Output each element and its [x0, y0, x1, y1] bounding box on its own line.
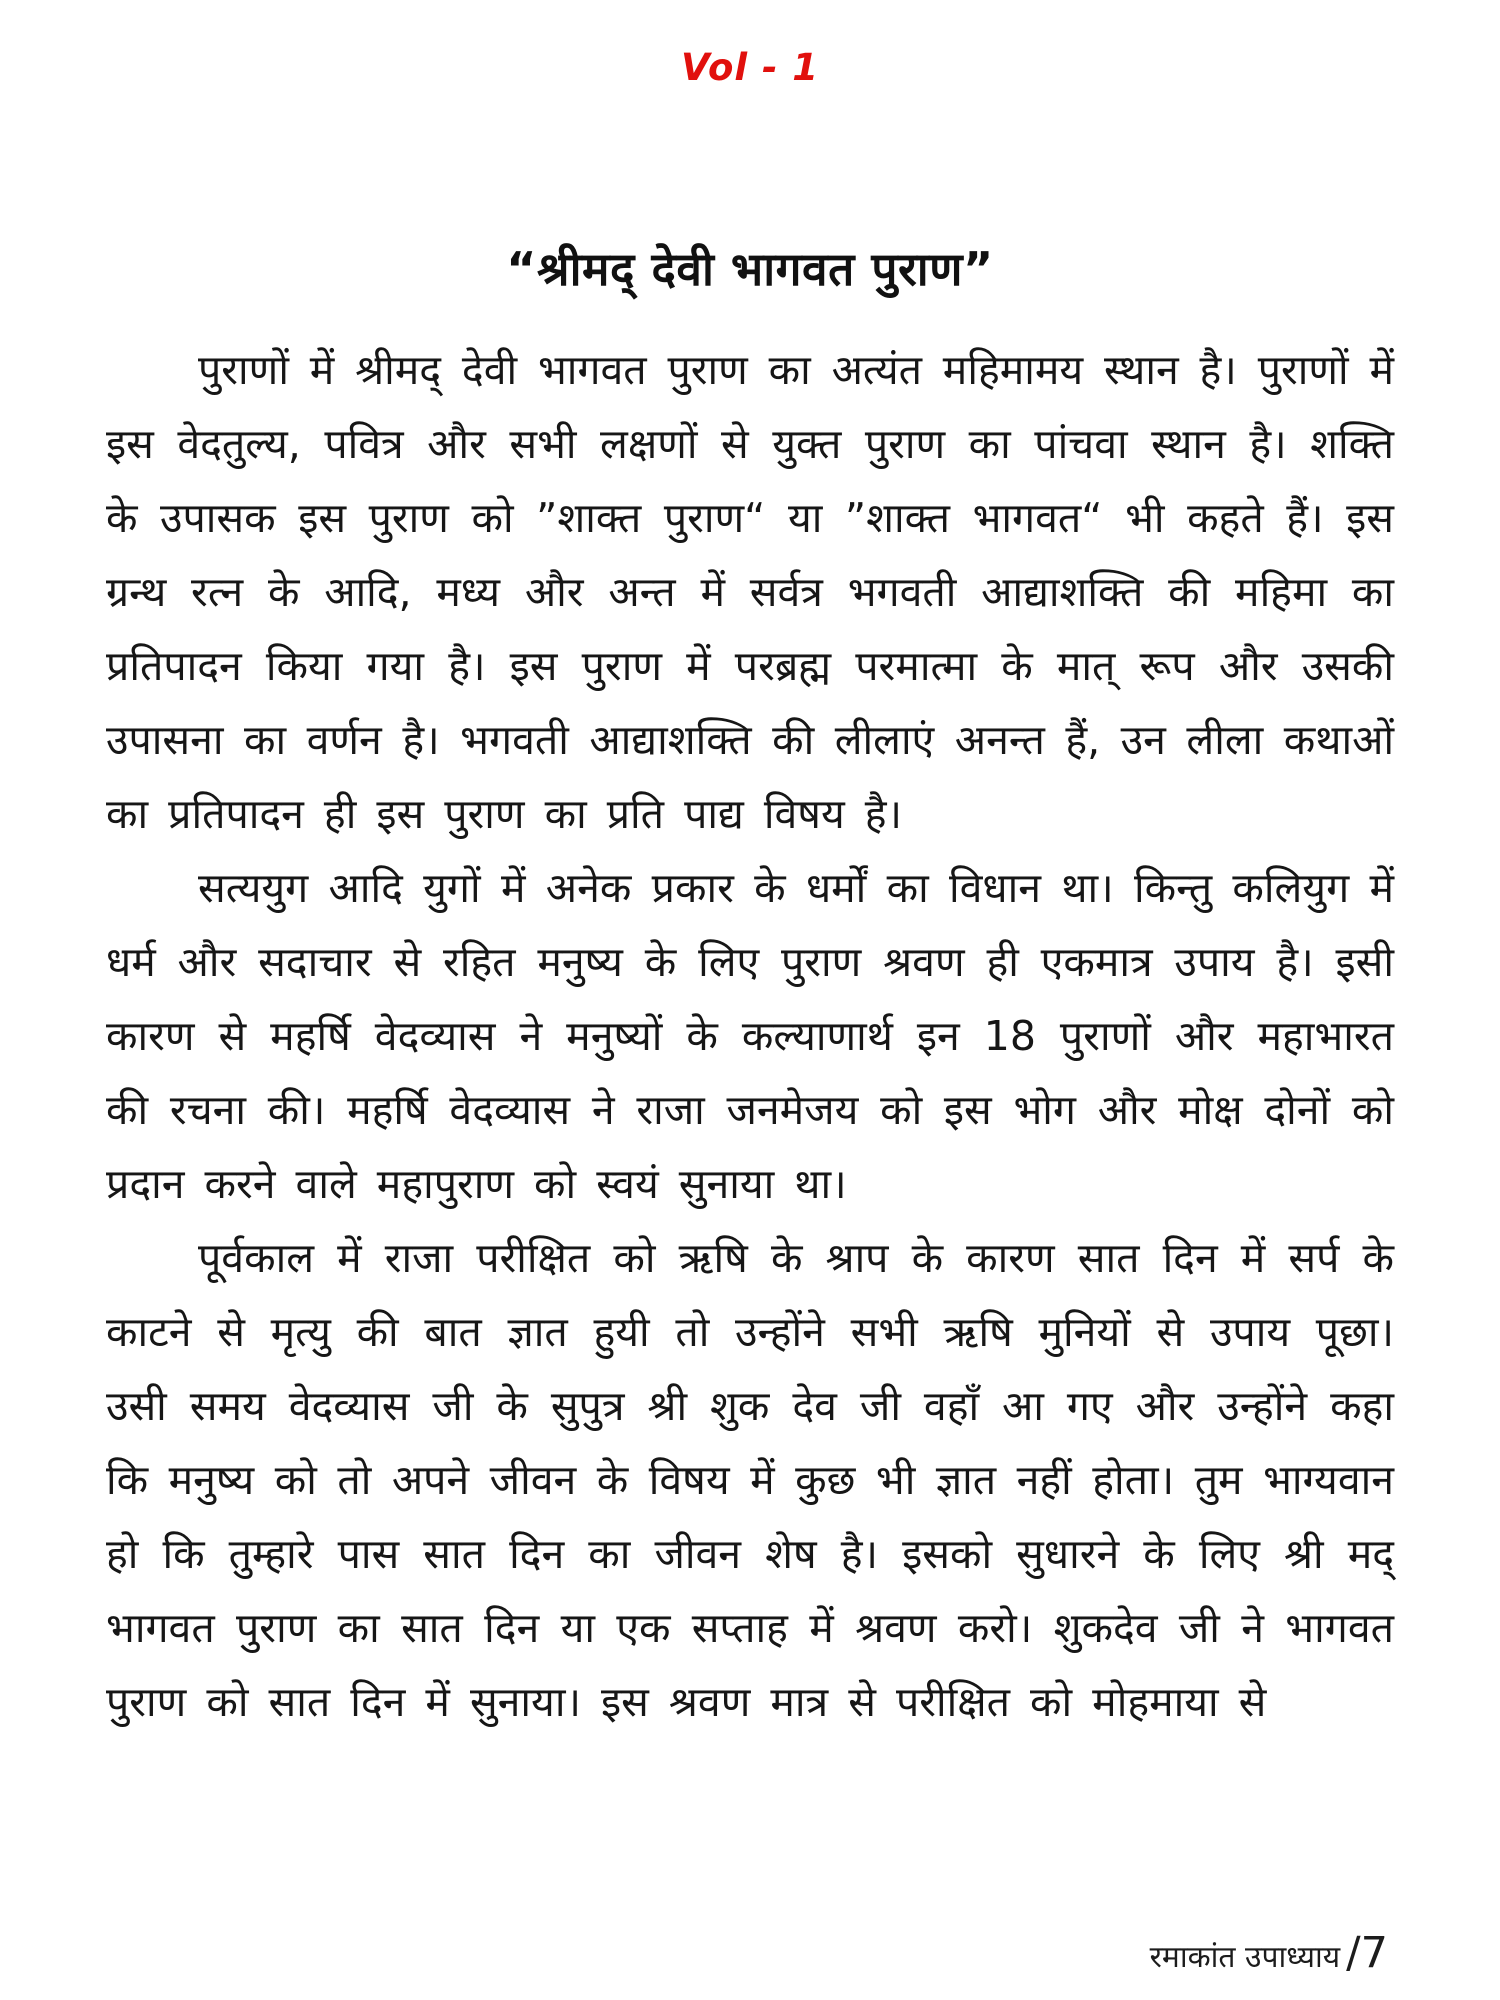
- volume-label: Vol - 1: [681, 46, 819, 89]
- page-title: “श्रीमद् देवी भागवत पुराण”: [506, 242, 994, 296]
- paragraph-2: सत्ययुग आदि युगों में अनेक प्रकार के धर्मों का विधान था। किन्तु कलियुग में धर्म और सदाचार से रहित मनुष्य के लिए पुराण श्रवण ही एकमात्र उपाय है। इसी कारण से महर्षि वेदव्यास ने मनुष्यों के कल्याणार्थ इन 18 पुराणों और महाभारत की रचना की। महर्षि वेदव्यास ने राजा जनमेजय को इस भोग और मोक्ष दोनों को प्रदान करने वाले महापुराण को स्वयं सुनाया था।: [106, 864, 1394, 1208]
- page-footer: [1150, 1928, 1388, 1978]
- paragraph-1: पुराणों में श्रीमद् देवी भागवत पुराण का अत्यंत महिमामय स्थान है। पुराणों में इस वेदतुल्य, पवित्र और सभी लक्षणों से युक्त पुराण का पांचवा स्थान है। शक्ति के उपासक इस पुराण को ”शाक्त पुराण“ या ”शाक्त भागवत“ भी कहते हैं। इस ग्रन्थ रत्न के आदि, मध्य और अन्त में सर्वत्र भगवती आद्याशक्ति की महिमा का प्रतिपादन किया गया है। इस पुराण में परब्रह्म परमात्मा के मात् रूप और उसकी उपासना का वर्णन है। भगवती आद्याशक्ति की लीलाएं अनन्त हैं, उन लीला कथाओं का प्रतिपादन ही इस पुराण का प्रति पाद्य विषय है।: [106, 346, 1394, 838]
- author-name: रमाकांत उपाध्याय: [1149, 1940, 1341, 1975]
- paragraph-3: पूर्वकाल में राजा परीक्षित को ऋषि के श्राप के कारण सात दिन में सर्प के काटने से मृत्यु की बात ज्ञात हुयी तो उन्होंने सभी ऋषि मुनियों से उपाय पूछा। उसी समय वेदव्यास जी के सुपुत्र श्री शुक देव जी वहाँ आ गए और उन्होंने कहा कि मनुष्य को तो अपने जीवन के विषय में कुछ भी ज्ञात नहीं होता। तुम भाग्यवान हो कि तुम्हारे पास सात दिन का जीवन शेष है। इसको सुधारने के लिए श्री मद् भागवत पुराण का सात दिन या एक सप्ताह में श्रवण करो। शुकदेव जी ने भागवत पुराण को सात दिन में सुनाया। इस श्रवण मात्र से परीक्षित को मोहमाया से: [106, 1234, 1395, 1726]
- body-text: [106, 333, 1394, 1739]
- page-number: /7: [1346, 1928, 1388, 1978]
